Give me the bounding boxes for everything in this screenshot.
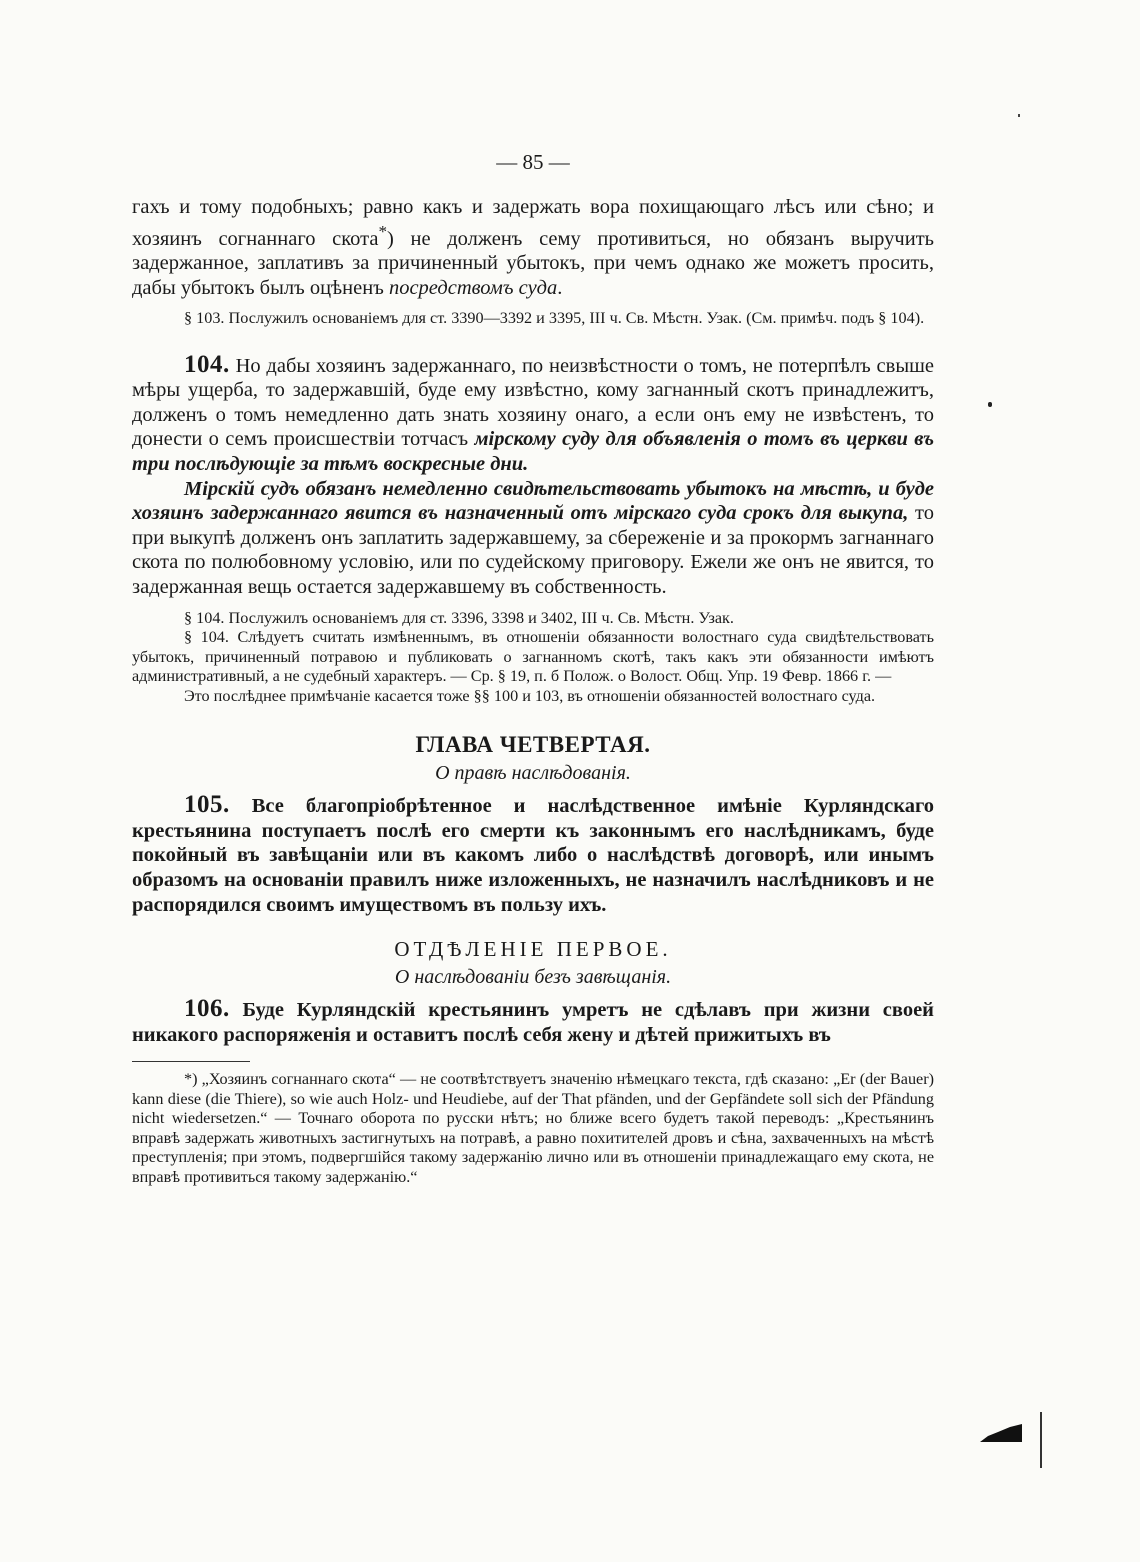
division-title: ОТДѢЛЕНІЕ ПЕРВОЕ.: [394, 937, 672, 962]
section-number: 104.: [184, 350, 230, 378]
section-text: Но дабы хозяинъ задержаннаго, по неизвѣстности о томъ, не потерпѣлъ свыше мѣры ущерба, то задержавшій, буде ему извѣстно, кому загнанный скотъ принадлежитъ, долженъ о томъ немедленно дать знать хозяину онаго, а если онъ ему не извѣстенъ, то донести о семъ происшествіи тотчасъ: [132, 354, 934, 451]
footnote: *) „Хозяинъ согнаннаго скота“ — не соотвѣтствуетъ значенію нѣмецкаго текста, гдѣ сказано: „Er (der Bauer) kann diese (die Thiere), so wie auch Holz- und Heudiebe, auf der That pfänden, und der Gepfändete soll sich der Pfändung nicht wiedersetzen.“ — Точнаго оборота по русски нѣтъ; но ближе всего будетъ такой переводъ: „Крестьянинъ вправѣ задержать животныхъ застигнутыхъ на потравѣ, а равно похитителей дровъ и сѣна, захваченныхъ на мѣстѣ преступленія; при этомъ, подвергшійся такому задержанію лично или въ отношеніи принадлежащаго ему скота, не вправѣ противиться такому задержанію.“: [132, 1070, 934, 1186]
paragraph-text: гахъ и тому подобныхъ; равно какъ и задержать вора похищающаго лѣсъ или сѣно; и хозяинъ согнаннаго скота: [132, 196, 934, 250]
page-number: — 85 —: [496, 150, 570, 174]
note-104-a: § 104. Послужилъ основаніемъ для ст. 3396, 3398 и 3402, III ч. Св. Мѣстн. Узак.: [184, 608, 734, 627]
note-104-b: § 104. Слѣдуетъ считать измѣненнымъ, въ отношеніи обязанности волостнаго суда свидѣтельствовать убытокъ, причиненный потравою и публиковать о загнанномъ скотѣ, такъ какъ эти обязанности имѣютъ административный, а не судебный характеръ. — Ср. § 19, п. б Полож. о Волост. Общ. Упр. 19 Февр. 1866 г. —: [132, 628, 934, 686]
section-104: [132, 350, 935, 477]
note-103: § 103. Послужилъ основаніемъ для ст. 3390—3392 и 3395, III ч. Св. Мѣстн. Узак. (См. примѣч. подъ § 104).: [184, 309, 925, 328]
section-105: [132, 793, 934, 917]
section-104-paragraph-2: [132, 477, 934, 600]
section-106: [132, 997, 934, 1047]
section-number: 106.: [184, 995, 230, 1023]
paragraph-text: ) не долженъ сему противиться, но обязанъ выручить задержанное, заплативъ за причиненный убытокъ, при чемъ однако же можетъ просить, дабы убытокъ былъ оцѣненъ: [132, 227, 934, 299]
scan-speck: [988, 402, 992, 407]
scan-speck: [1018, 114, 1020, 117]
paragraph-text: .: [557, 276, 563, 299]
paragraph-continuation: [132, 195, 934, 300]
italic-text: посредствомъ суда: [388, 276, 558, 299]
section-text: Все благопріобрѣтенное и наслѣдственное имѣніе Курляндскаго крестьянина поступаетъ послѣ его смерти къ законнымъ его наслѣдникамъ, буде покойный въ завѣщаніи или въ какомъ либо о наслѣдствѣ договорѣ, или инымъ образомъ на основаніи правилъ ниже изложенныхъ, не назначилъ наслѣдниковъ и не распорядился своимъ имуществомъ въ пользу ихъ.: [132, 795, 934, 916]
division-subtitle: О наслѣдованіи безъ завѣщанія.: [394, 966, 672, 989]
section-text: Буде Курляндскій крестьянинъ умретъ не сдѣлавъ при жизни своей никакого распоряженія и оставитъ послѣ себя жену и дѣтей прижитыхъ въ: [132, 999, 934, 1046]
footnote-divider: [132, 1061, 250, 1062]
italic-text: Мірскій судъ обязанъ немедленно свидѣтельствовать убытокъ на мѣстѣ, и буде хозяинъ задержаннаго явится въ назначенный отъ мірскаго суда срокъ для выкупа,: [132, 477, 934, 525]
footnote-marker: *: [378, 221, 387, 241]
section-text: то при выкупѣ долженъ онъ заплатить задержавшему, за сбереженіе и за прокормъ загнаннаго скота по полюбовному условію, или по судейскому приговору. Ежели же онъ не явится, то задержанная вещь остается задержавшему въ собственность.: [132, 502, 934, 599]
italic-text: мірскому суду для объявленія о томъ въ церкви въ три послѣдующіе за тѣмъ воскресные дни.: [132, 428, 935, 476]
scan-edge-line: [1040, 1412, 1042, 1468]
chapter-subtitle: О правѣ наслѣдованія.: [435, 762, 631, 785]
note-104-c: Это послѣднее примѣчаніе касается тоже §§ 100 и 103, въ отношеніи обязанностей волостнаго суда.: [184, 686, 876, 705]
document-page: [132, 150, 934, 1187]
section-number: 105.: [184, 791, 230, 819]
scan-artifact: [980, 1424, 1022, 1442]
chapter-title: ГЛАВА ЧЕТВЕРТАЯ.: [415, 732, 651, 758]
